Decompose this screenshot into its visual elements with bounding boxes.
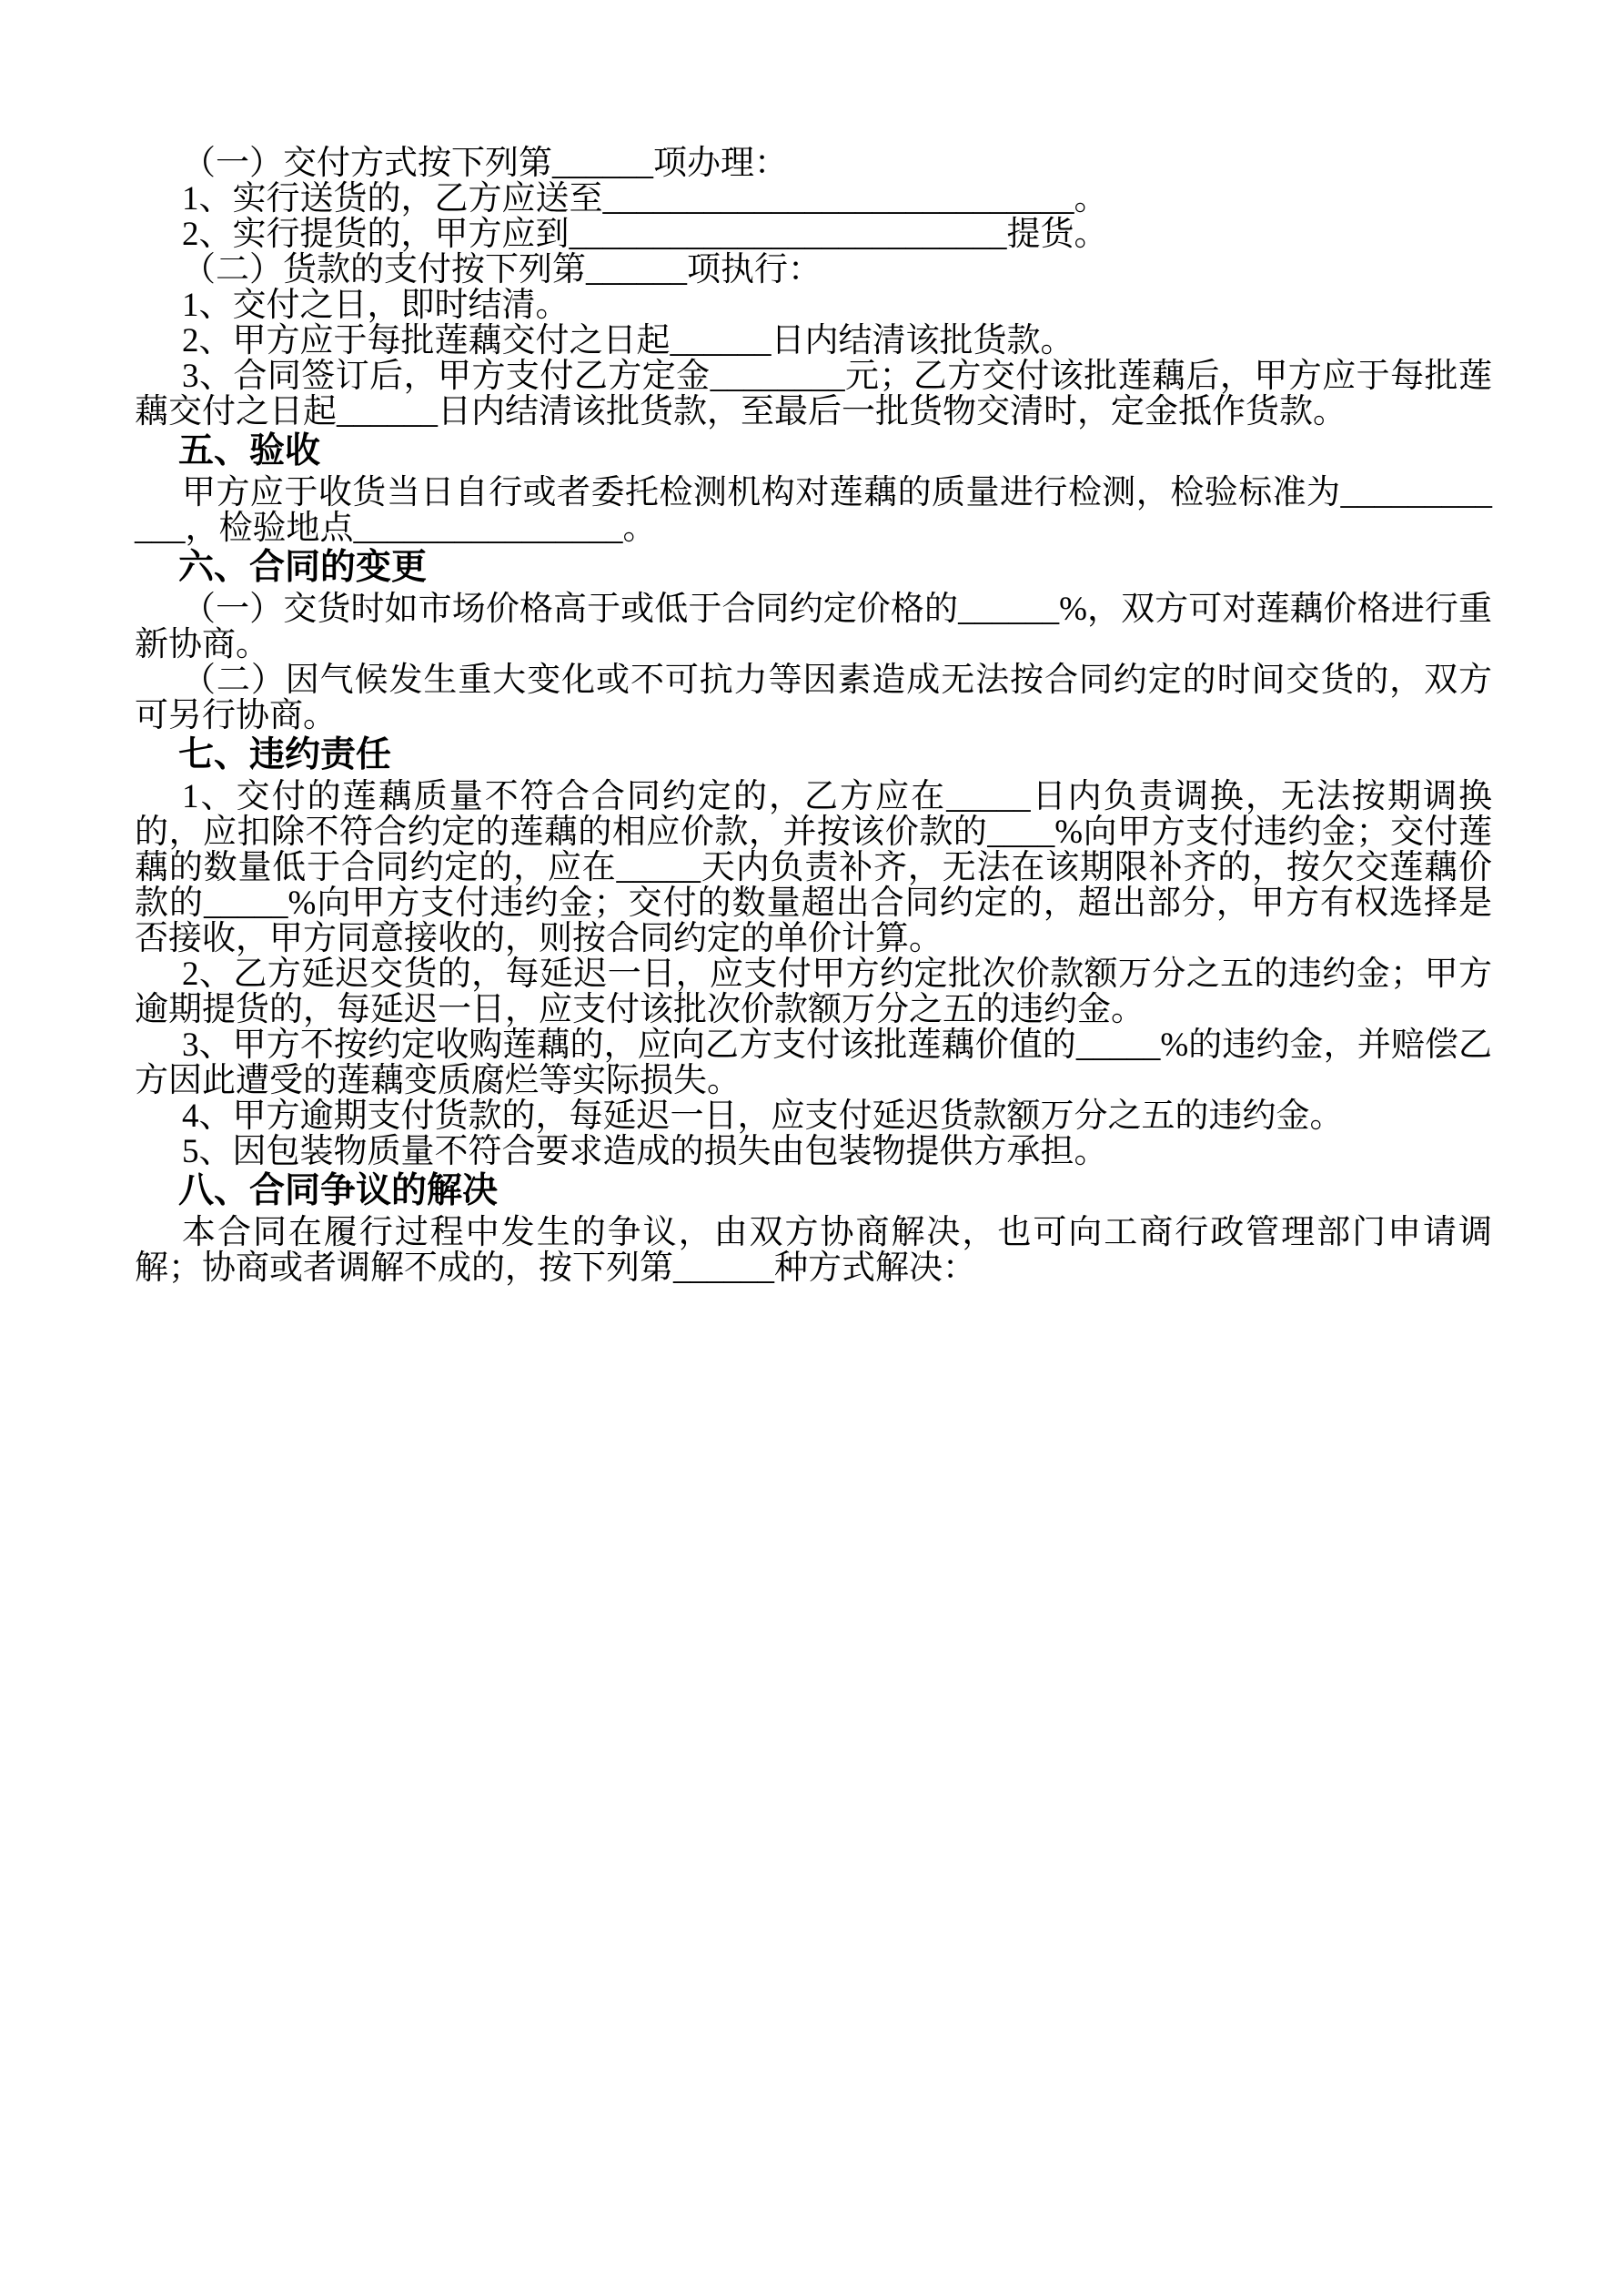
clause-delivery-option-2: 2、实行提货的，甲方应到__________________________提货。 (182, 216, 1108, 253)
clause-breach-3: 3、甲方不按约定收购莲藕的，应向乙方支付该批莲藕价值的_____%的违约金，并赔偿乙方因此遭受的莲藕变质腐烂等实际损失。 (135, 1027, 1492, 1099)
clause-breach-4: 4、甲方逾期支付货款的，每延迟一日，应支付延迟货款额万分之五的违约金。 (182, 1097, 1344, 1135)
heading-section-7-breach-liability: 七、违约责任 (178, 735, 392, 774)
clause-breach-2: 2、乙方延迟交货的，每延迟一日，应支付甲方约定批次价款额万分之五的违约金；甲方逾期提货的，每延迟一日，应支付该批次价款额万分之五的违约金。 (135, 956, 1492, 1028)
heading-section-5-acceptance: 五、验收 (178, 431, 321, 470)
clause-inspection: 甲方应于收货当日自行或者委托检测机构对莲藕的质量进行检测，检验标准为____________，检验地点________________。 (135, 474, 1492, 547)
clause-change-1: （一）交货时如市场价格高于或低于合同约定价格的______%，双方可对莲藕价格进行重新协商。 (135, 591, 1492, 663)
clause-dispute-resolution: 本合同在履行过程中发生的争议，由双方协商解决，也可向工商行政管理部门申请调解；协商或者调解不成的，按下列第______种方式解决： (135, 1214, 1492, 1287)
clause-delivery-option-1: 1、实行送货的，乙方应送至____________________________。 (182, 180, 1108, 217)
clause-payment-option-2: 2、甲方应于每批莲藕交付之日起______日内结清该批货款。 (182, 322, 1074, 359)
heading-section-8-dispute-resolution: 八、合同争议的解决 (178, 1171, 499, 1210)
clause-breach-1: 1、交付的莲藕质量不符合合同约定的，乙方应在_____日内负责调换，无法按期调换的，应扣除不符合约定的莲藕的相应价款，并按该价款的____%向甲方支付违约金；交付莲藕的数量低于合同约定的，应在_____天内负责补齐，无法在该期限补齐的，按欠交莲藕价款的_____%向甲方支付违约金；交付的数量超出合同约定的，超出部分，甲方有权选择是否接收，甲方同意接收的，则按合同约定的单价计算。 (135, 778, 1492, 957)
clause-change-2: （二）因气候发生重大变化或不可抗力等因素造成无法按合同约定的时间交货的，双方可另行协商。 (135, 662, 1492, 734)
clause-delivery-method-intro: （一）交付方式按下列第______项办理： (182, 145, 788, 182)
clause-breach-5: 5、因包装物质量不符合要求造成的损失由包装物提供方承担。 (182, 1133, 1108, 1170)
heading-section-6-contract-change: 六、合同的变更 (178, 548, 428, 587)
clause-payment-intro: （二）货款的支付按下列第______项执行： (182, 251, 822, 288)
clause-payment-option-3: 3、合同签订后，甲方支付乙方定金________元；乙方交付该批莲藕后，甲方应于每批莲藕交付之日起______日内结清该批货款，至最后一批货物交清时，定金抵作货款。 (135, 358, 1492, 430)
clause-payment-option-1: 1、交付之日，即时结清。 (182, 287, 570, 324)
